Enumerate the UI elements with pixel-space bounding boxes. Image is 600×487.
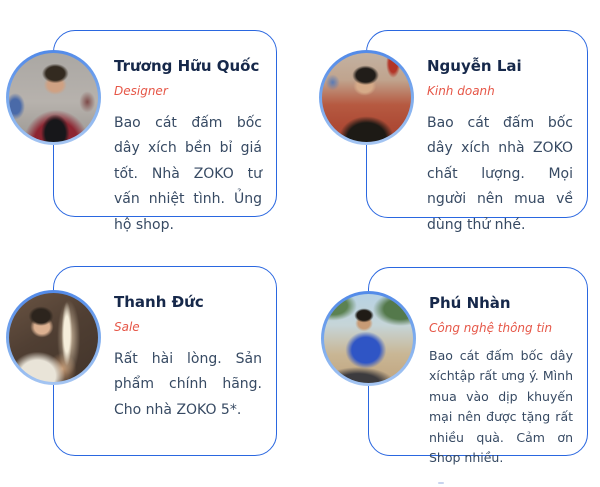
- testimonial-content: [54, 31, 276, 238]
- testimonial-card: [368, 267, 588, 466]
- testimonial-content: [367, 31, 587, 238]
- customer-name: Nguyễn Lai: [427, 57, 522, 75]
- review-text: Rất hài lòng. Sản phẩm chính hãng. Cho nhà ZOKO 5*.: [114, 350, 262, 418]
- customer-role: Designer: [114, 83, 168, 98]
- customer-photo-icon: [9, 53, 98, 142]
- customer-role: Sale: [114, 319, 140, 334]
- customer-name: Thanh Đức: [114, 293, 204, 311]
- testimonial-card: [53, 30, 277, 233]
- review-text: Bao cát đấm bốc dây xích nhà ZOKO chất lượng. Mọi người nên mua về dùng thử nhé.: [427, 114, 573, 233]
- customer-photo-icon: [324, 294, 413, 383]
- testimonial-card: [366, 30, 588, 233]
- avatar: [6, 290, 101, 385]
- customer-photo-icon: [322, 53, 411, 142]
- customer-photo-icon: [9, 293, 98, 382]
- carousel-indicator[interactable]: [438, 482, 444, 484]
- customer-role: Kinh doanh: [427, 83, 495, 98]
- avatar: [321, 291, 416, 386]
- review-text: Bao cát đấm bốc dây xích bền bỉ giá tốt. Nhà ZOKO tư vấn nhiệt tình. Ủng hộ shop.: [114, 114, 262, 233]
- avatar: [319, 50, 414, 145]
- customer-name: Phú Nhàn: [429, 294, 511, 312]
- customer-name: Trương Hữu Quốc: [114, 57, 260, 75]
- customer-role: Công nghệ thông tin: [429, 320, 553, 335]
- review-text: Bao cát đấm bốc dây xíchtập rất ưng ý. Mình mua vào dịp khuyến mại nên được tặng rất nhiều quà. Cảm ơn Shop nhiều.: [429, 347, 573, 466]
- avatar: [6, 50, 101, 145]
- testimonial-card: [53, 266, 277, 456]
